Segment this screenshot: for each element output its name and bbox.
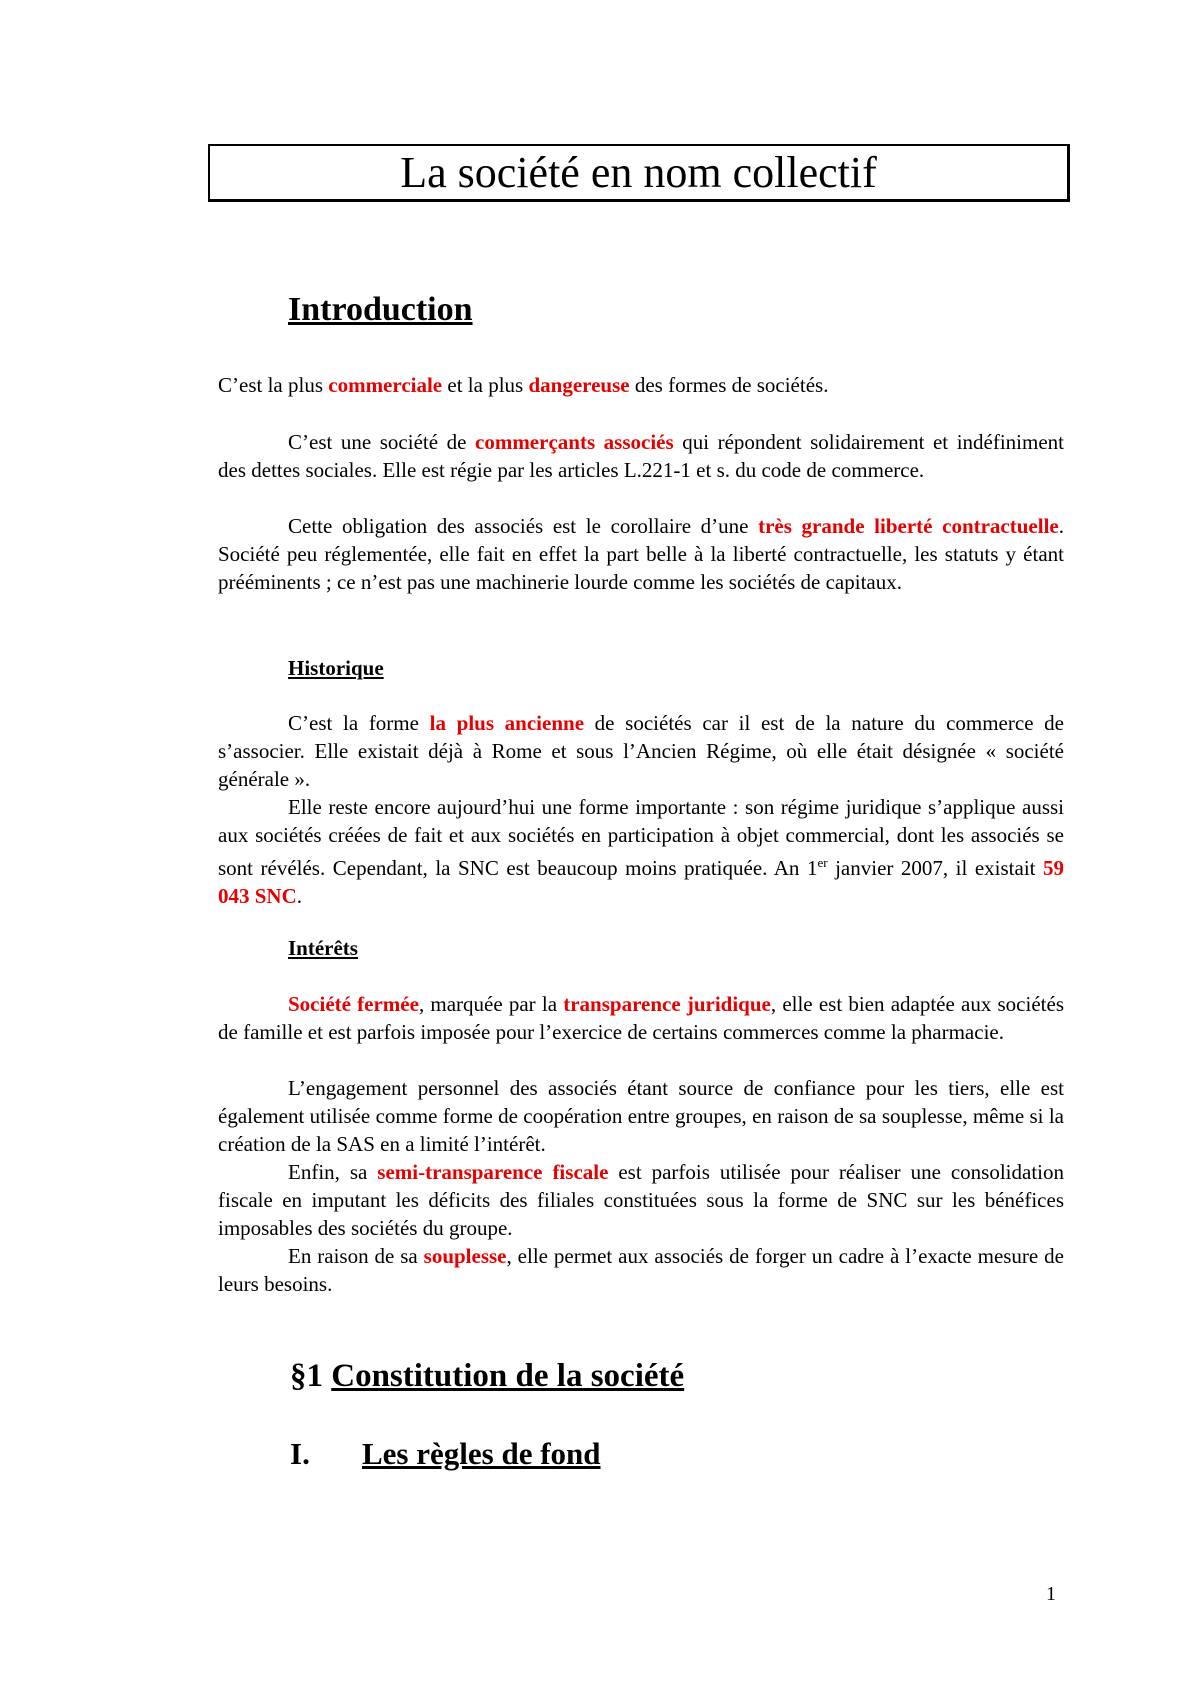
highlight-commerciale: commerciale xyxy=(328,373,443,397)
page-number: 1 xyxy=(1046,1583,1056,1605)
subsection-1-number: I. xyxy=(290,1436,310,1471)
interets-paragraph-1: Société fermée, marquée par la transparence juridique, elle est bien adaptée aux sociétés de famille et est parfois imposée pour l’exercice de certains commerces comme la pharmacie. xyxy=(218,992,1064,1044)
section-1-number: §1 xyxy=(290,1358,332,1394)
intro-paragraph-2: C’est une société de commerçants associés qui répondent solidairement et indéfiniment des dettes sociales. Elle est régie par les articles L.221-1 et s. du code de commerce. xyxy=(218,430,1065,482)
highlight-societe-fermee: Société fermée xyxy=(288,992,419,1016)
document-title: La société en nom collectif xyxy=(208,144,1070,202)
historique-paragraph-1: C’est la forme la plus ancienne de sociétés car il est de la nature du commerce de s’associer. Elle existait déjà à Rome et sous l’Ancien Régime, où elle était désignée « société générale ». xyxy=(218,711,1065,791)
section-1-title: Constitution de la société xyxy=(331,1358,685,1394)
intro-paragraph-3: Cette obligation des associés est le corollaire d’une très grande liberté contractuelle. Société peu réglementée, elle fait en effet la part belle à la liberté contractuelle, les statuts y étant prééminents ; ce n’est pas une machinerie lourde comme les sociétés de capitaux. xyxy=(218,514,1064,594)
highlight-semi-transparence: semi-transparence fiscale xyxy=(377,1160,609,1184)
highlight-liberte-contractuelle: très grande liberté contractuelle xyxy=(758,514,1059,538)
subsection-1-heading xyxy=(290,1434,601,1474)
highlight-transparence-juridique: transparence juridique xyxy=(563,992,771,1016)
highlight-snc-count: 59 043 SNC xyxy=(218,856,1065,908)
highlight-commercants-associes: commerçants associés xyxy=(475,430,674,454)
interets-paragraph-4: En raison de sa souplesse, elle permet aux associés de forger un cadre à l’exacte mesure de leurs besoins. xyxy=(218,1244,1064,1296)
interets-paragraph-3: Enfin, sa semi-transparence fiscale est parfois utilisée pour réaliser une consolidation fiscale en imputant les déficits des filiales constituées sous la forme de SNC sur les bénéfices imposables des sociétés du groupe. xyxy=(218,1160,1064,1240)
historique-heading: Historique xyxy=(288,656,384,680)
interets-heading: Intérêts xyxy=(288,936,358,960)
historique-paragraph-2: Elle reste encore aujourd’hui une forme importante : son régime juridique s’applique aussi aux sociétés créées de fait et aux sociétés en participation à objet commercial, dont les associés se sont révélés. Cependant, la SNC est beaucoup moins pratiquée. An 1er janvier 2007, il existait 59 043 SNC. xyxy=(218,795,1065,908)
section-1-heading xyxy=(290,1356,684,1396)
interets-paragraph-2: L’engagement personnel des associés étant source de confiance pour les tiers, elle est également utilisée comme forme de coopération entre groupes, en raison de sa souplesse, même si la création de la SAS en a limité l’intérêt. xyxy=(218,1076,1064,1156)
highlight-souplesse: souplesse xyxy=(423,1244,507,1268)
highlight-dangereuse: dangereuse xyxy=(528,373,630,397)
highlight-plus-ancienne: la plus ancienne xyxy=(429,711,585,735)
intro-paragraph-1: C’est la plus commerciale et la plus dangereuse des formes de sociétés. xyxy=(218,373,829,397)
introduction-heading: Introduction xyxy=(288,291,473,328)
subsection-1-title: Les règles de fond xyxy=(362,1436,601,1471)
